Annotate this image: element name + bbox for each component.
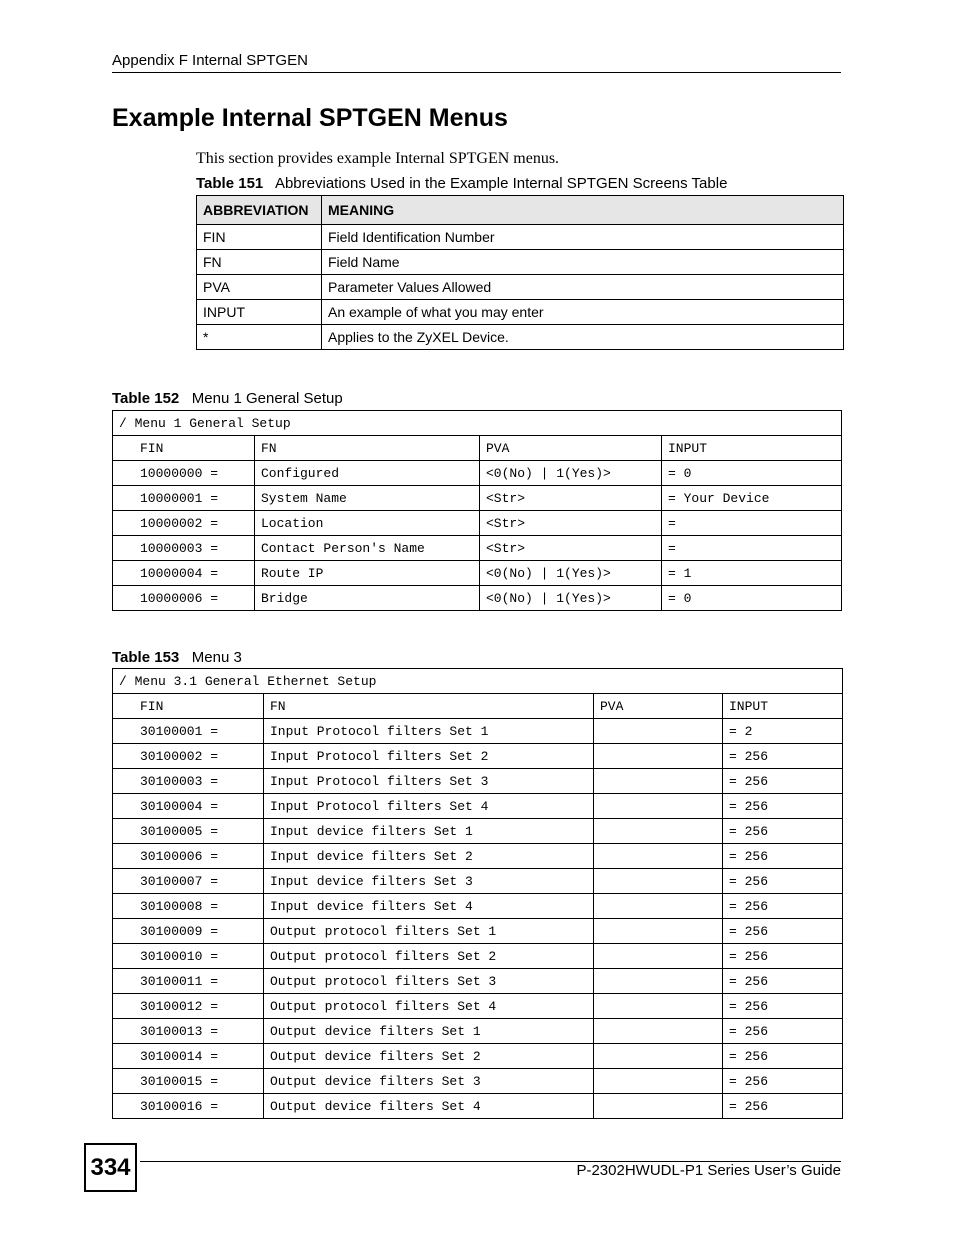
table-cell: An example of what you may enter — [322, 300, 844, 325]
menu-title: / Menu 3.1 General Ethernet Setup — [113, 669, 843, 694]
table-row — [113, 769, 843, 794]
table-cell: <0(No) | 1(Yes)> — [480, 561, 662, 586]
table-row — [113, 894, 843, 919]
table-cell: Input Protocol filters Set 3 — [264, 769, 594, 794]
table-cell — [594, 944, 723, 969]
table-cell: = — [662, 511, 842, 536]
table-row — [197, 225, 844, 250]
table-cell: Parameter Values Allowed — [322, 275, 844, 300]
table-row — [113, 1044, 843, 1069]
table-cell: Output protocol filters Set 2 — [264, 944, 594, 969]
table-cell: Output device filters Set 3 — [264, 1069, 594, 1094]
table-cell: 30100011 = — [113, 969, 264, 994]
table-cell — [594, 1019, 723, 1044]
table-header-row — [197, 196, 844, 225]
table-cell — [594, 769, 723, 794]
table-cell: = 256 — [723, 1094, 843, 1119]
table-row — [113, 794, 843, 819]
table-cell: = 256 — [723, 794, 843, 819]
table-cell: Output protocol filters Set 4 — [264, 994, 594, 1019]
table-cell: 30100001 = — [113, 719, 264, 744]
table-row — [113, 461, 842, 486]
column-header: PVA — [480, 436, 662, 461]
table-cell — [594, 919, 723, 944]
table-cell — [594, 1069, 723, 1094]
table-cell — [594, 1044, 723, 1069]
table-cell: = 256 — [723, 769, 843, 794]
table-cell: <0(No) | 1(Yes)> — [480, 586, 662, 611]
table-cell: PVA — [197, 275, 322, 300]
table-152-caption — [112, 390, 343, 407]
menu-title: / Menu 1 General Setup — [113, 411, 842, 436]
table-cell — [594, 794, 723, 819]
column-header: FIN — [113, 694, 264, 719]
table-cell: Route IP — [255, 561, 480, 586]
table-cell — [594, 719, 723, 744]
table-cell: Input Protocol filters Set 4 — [264, 794, 594, 819]
table-cell — [594, 844, 723, 869]
column-header: PVA — [594, 694, 723, 719]
table-cell: <Str> — [480, 511, 662, 536]
table-row — [197, 275, 844, 300]
table-cell: 30100012 = — [113, 994, 264, 1019]
table-row — [113, 719, 843, 744]
table-cell: Configured — [255, 461, 480, 486]
page-title: Example Internal SPTGEN Menus — [112, 104, 508, 132]
table-cell: <Str> — [480, 536, 662, 561]
table-cell: System Name — [255, 486, 480, 511]
table-cell: = 256 — [723, 1069, 843, 1094]
table-cell: 10000000 = — [113, 461, 255, 486]
menu-3-table — [112, 668, 843, 1119]
table-cell: = Your Device — [662, 486, 842, 511]
guide-title: P-2302HWUDL-P1 Series User’s Guide — [576, 1162, 841, 1179]
column-header: MEANING — [322, 196, 844, 225]
table-cell: <0(No) | 1(Yes)> — [480, 461, 662, 486]
table-row — [113, 511, 842, 536]
table-cell: = 256 — [723, 819, 843, 844]
table-row — [113, 944, 843, 969]
table-cell: = 0 — [662, 461, 842, 486]
table-cell — [594, 1094, 723, 1119]
table-cell: 30100006 = — [113, 844, 264, 869]
table-row — [113, 1094, 843, 1119]
table-153-caption — [112, 649, 242, 666]
table-cell: 30100007 = — [113, 869, 264, 894]
column-header: FN — [255, 436, 480, 461]
column-header: FIN — [113, 436, 255, 461]
intro-paragraph: This section provides example Internal SPTGEN menus. — [196, 150, 560, 167]
table-cell: Input device filters Set 4 — [264, 894, 594, 919]
menu-title-row — [113, 669, 843, 694]
table-cell: Output device filters Set 4 — [264, 1094, 594, 1119]
table-151-label: Table 151 — [196, 175, 264, 192]
table-cell: Field Name — [322, 250, 844, 275]
table-cell: = 256 — [723, 1044, 843, 1069]
table-row — [113, 536, 842, 561]
table-cell: Bridge — [255, 586, 480, 611]
table-row — [113, 869, 843, 894]
table-153-label: Table 153 — [112, 649, 180, 666]
table-151-caption — [196, 175, 727, 192]
table-cell — [594, 969, 723, 994]
table-cell: 30100003 = — [113, 769, 264, 794]
table-cell: 30100009 = — [113, 919, 264, 944]
table-header-row — [113, 436, 842, 461]
table-cell: 30100005 = — [113, 819, 264, 844]
table-cell: = 1 — [662, 561, 842, 586]
table-cell — [594, 894, 723, 919]
table-cell — [594, 744, 723, 769]
table-cell — [594, 994, 723, 1019]
table-cell: = 256 — [723, 744, 843, 769]
header-divider — [112, 72, 841, 73]
table-cell: Output device filters Set 2 — [264, 1044, 594, 1069]
table-cell — [594, 819, 723, 844]
table-cell: Input device filters Set 2 — [264, 844, 594, 869]
table-cell: Input device filters Set 1 — [264, 819, 594, 844]
table-cell: = 256 — [723, 1019, 843, 1044]
table-cell: = 256 — [723, 969, 843, 994]
table-row — [113, 919, 843, 944]
table-cell: Output protocol filters Set 3 — [264, 969, 594, 994]
table-152-label: Table 152 — [112, 390, 180, 407]
table-row — [113, 969, 843, 994]
table-row — [113, 819, 843, 844]
table-cell: = — [662, 536, 842, 561]
table-cell: 10000003 = — [113, 536, 255, 561]
table-cell: Output device filters Set 1 — [264, 1019, 594, 1044]
column-header: FN — [264, 694, 594, 719]
table-cell: = 256 — [723, 894, 843, 919]
table-row — [197, 325, 844, 350]
table-cell: = 0 — [662, 586, 842, 611]
menu-title-row — [113, 411, 842, 436]
table-cell: Contact Person's Name — [255, 536, 480, 561]
table-row — [113, 744, 843, 769]
table-row — [197, 250, 844, 275]
table-cell: 10000006 = — [113, 586, 255, 611]
table-cell: 30100015 = — [113, 1069, 264, 1094]
page-number: 334 — [84, 1143, 137, 1192]
table-cell: Input device filters Set 3 — [264, 869, 594, 894]
table-cell: <Str> — [480, 486, 662, 511]
table-row — [113, 1069, 843, 1094]
table-row — [197, 300, 844, 325]
table-row — [113, 994, 843, 1019]
table-cell: 30100010 = — [113, 944, 264, 969]
table-header-row — [113, 694, 843, 719]
table-cell: 30100008 = — [113, 894, 264, 919]
table-cell: = 256 — [723, 869, 843, 894]
table-cell: 30100016 = — [113, 1094, 264, 1119]
table-cell: 10000004 = — [113, 561, 255, 586]
table-cell: = 256 — [723, 994, 843, 1019]
table-cell: * — [197, 325, 322, 350]
table-153-caption-text: Menu 3 — [191, 649, 242, 666]
menu-1-table — [112, 410, 842, 611]
table-cell — [594, 869, 723, 894]
table-cell: 30100004 = — [113, 794, 264, 819]
table-row — [113, 486, 842, 511]
table-row — [113, 586, 842, 611]
table-cell: 10000001 = — [113, 486, 255, 511]
table-row — [113, 561, 842, 586]
table-cell: Input Protocol filters Set 2 — [264, 744, 594, 769]
abbreviations-table — [196, 195, 844, 350]
table-151-caption-text: Abbreviations Used in the Example Internal SPTGEN Screens Table — [274, 175, 728, 192]
column-header: ABBREVIATION — [197, 196, 322, 225]
table-cell: = 2 — [723, 719, 843, 744]
table-cell: Output protocol filters Set 1 — [264, 919, 594, 944]
column-header: INPUT — [723, 694, 843, 719]
table-cell: 10000002 = — [113, 511, 255, 536]
table-152-caption-text: Menu 1 General Setup — [191, 390, 343, 407]
table-cell: FN — [197, 250, 322, 275]
table-cell: Input Protocol filters Set 1 — [264, 719, 594, 744]
column-header: INPUT — [662, 436, 842, 461]
table-cell: Location — [255, 511, 480, 536]
table-cell: = 256 — [723, 944, 843, 969]
table-cell: 30100013 = — [113, 1019, 264, 1044]
table-row — [113, 1019, 843, 1044]
table-cell: 30100014 = — [113, 1044, 264, 1069]
table-cell: Applies to the ZyXEL Device. — [322, 325, 844, 350]
table-cell: FIN — [197, 225, 322, 250]
table-cell: 30100002 = — [113, 744, 264, 769]
table-cell: Field Identification Number — [322, 225, 844, 250]
table-cell: = 256 — [723, 919, 843, 944]
table-row — [113, 844, 843, 869]
table-cell: INPUT — [197, 300, 322, 325]
table-cell: = 256 — [723, 844, 843, 869]
running-header: Appendix F Internal SPTGEN — [112, 52, 308, 69]
